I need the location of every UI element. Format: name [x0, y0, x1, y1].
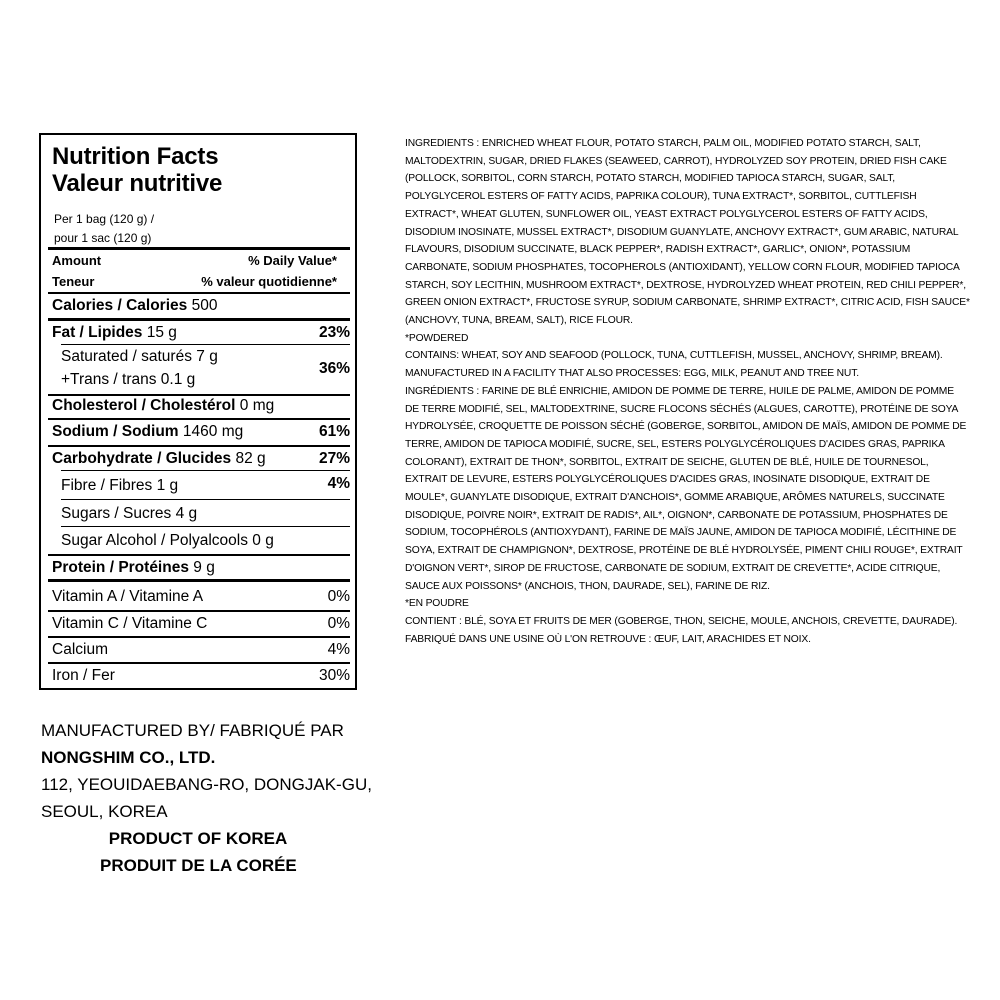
divider [48, 445, 350, 447]
calcium-label: Calcium [52, 641, 108, 658]
origin-en: PRODUCT OF KOREA [108, 829, 288, 848]
iron-dv: 30% [318, 667, 350, 684]
fibre-label: Fibre / Fibres 1 g [61, 477, 179, 494]
divider [61, 344, 350, 345]
divider-thick [48, 579, 350, 582]
serving-size-fr: pour 1 sac (120 g) [54, 231, 152, 245]
fat-value: 15 g [146, 324, 177, 341]
carbohydrate-value: 82 g [235, 450, 266, 467]
powdered-note-en: *POWDERED [405, 332, 469, 344]
amount-header-fr: Teneur [52, 274, 95, 289]
cholesterol-label: Cholesterol / Cholestérol [52, 397, 236, 414]
serving-size [54, 210, 154, 248]
manufactured-by: MANUFACTURED BY/ FABRIQUÉ PAR [41, 721, 344, 740]
vitamin-a-dv: 0% [327, 588, 350, 605]
sugars-label: Sugars / Sucres 4 g [61, 505, 198, 522]
nutrition-facts-panel [39, 133, 357, 690]
fat-row [52, 324, 177, 342]
country-of-origin [100, 825, 296, 879]
serving-size-en: Per 1 bag (120 g) / [54, 212, 155, 226]
calories-label: Calories / Calories [52, 297, 188, 314]
saturated-trans-dv: 36% [318, 360, 350, 377]
divider [48, 662, 350, 664]
cholesterol-row [52, 397, 274, 415]
cholesterol-value: 0 mg [239, 397, 275, 414]
dv-header-fr: % valeur quotidienne* [201, 274, 337, 289]
company-name: NONGSHIM CO., LTD. [41, 748, 216, 767]
iron-label: Iron / Fer [52, 667, 115, 684]
vitamin-a-label: Vitamin A / Vitamine A [52, 588, 204, 605]
divider-thick [48, 318, 350, 321]
divider [48, 292, 350, 294]
sugar-alcohol-label: Sugar Alcohol / Polyalcools 0 g [61, 532, 274, 549]
calories-value: 500 [191, 297, 218, 314]
carbohydrate-row [52, 450, 266, 468]
ingredients-en: INGREDIENTS : ENRICHED WHEAT FLOUR, POTATO STARCH, PALM OIL, MODIFIED POTATO STARCH, SALT, MALTODEXTRIN, SUGAR, DRIED FLAKES (SEAWEED, CARROT), HYDROLYZED SOY PROTEIN, DRIED FISH CAKE (POLLOCK, SORBITOL, CORN STARCH, POTATO STARCH, MODIFIED TAPIOCA STARCH, SUGAR, SALT, POLYGLYCEROL ESTERS OF FATTY ACIDS, PAPRIKA COLOUR), TUNA EXTRACT*, SORBITOL, CUTTLEFISH EXTRACT*, WHEAT GLUTEN, SUNFLOWER OIL, YEAST EXTRACT POLYGLYCEROL ESTERS OF FATTY ACIDS, DISODIUM INOSINATE, MUSSEL EXTRACT*, DISODIUM GUANYLATE, ANCHOVY EXTRACT*, GUM ARABIC, NATURAL FLAVOURS, DISODIUM SUCCINATE, BLACK PEPPER*, RADISH EXTRACT*, GARLIC*, ONION*, POTASSIUM CARBONATE, SODIUM PHOSPHATES, TOCOPHEROLS (ANTIOXIDANT), YELLOW CORN FLOUR, MODIFIED TAPIOCA STARCH, SOY LECITHIN, MUSHROOM EXTRACT*, DEXTROSE, HYDROLYZED WHEAT PROTEIN, RED CHILI PEPPER*, GREEN ONION EXTRACT*, FRUCTOSE SYRUP, SODIUM CARBONATE, SHRIMP EXTRACT*, CITRIC ACID, FISH SAUCE* (ANCHOVY, TUNA, BREAM, SALT), RICE FLOUR. [405, 138, 970, 327]
address-line-1: 112, YEOUIDAEBANG-RO, DONGJAK-GU, [41, 775, 372, 794]
amount-header-en: Amount [52, 253, 102, 268]
vitamin-c-label: Vitamin C / Vitamine C [52, 615, 208, 632]
facility-note-en: MANUFACTURED IN A FACILITY THAT ALSO PROCESSES: EGG, MILK, PEANUT AND TREE NUT. [405, 368, 859, 380]
protein-value: 9 g [193, 559, 215, 576]
contains-en: CONTAINS: WHEAT, SOY AND SEAFOOD (POLLOCK, TUNA, CUTTLEFISH, MUSSEL, ANCHOVY, SHRIMP, BREAM). [405, 350, 943, 362]
saturated-label: Saturated / saturés 7 g [61, 348, 218, 365]
nutrition-title-en: Nutrition Facts [52, 143, 219, 170]
divider [61, 526, 350, 527]
sodium-value: 1460 mg [182, 423, 244, 440]
carbohydrate-label: Carbohydrate / Glucides [52, 450, 232, 467]
powdered-note-fr: *EN POUDRE [405, 598, 469, 610]
contains-fr: CONTIENT : BLÉ, SOYA ET FRUITS DE MER (GOBERGE, THON, SEICHE, MOULE, ANCHOIS, CREVETTE, DAURADE). [405, 615, 958, 627]
address-line-2: SEOUL, KOREA [41, 802, 168, 821]
divider-thick [48, 247, 350, 250]
sodium-dv: 61% [318, 423, 350, 440]
calories-row [52, 297, 217, 315]
calcium-dv: 4% [327, 641, 350, 658]
ingredients-fr: INGRÉDIENTS : FARINE DE BLÉ ENRICHIE, AMIDON DE POMME DE TERRE, HUILE DE PALME, AMIDON DE POMME DE TERRE MODIFIÉ, SEL, MALTODEXTRINE, SUCRE FLOCONS SÉCHÉS (ALGUES, CAROTTE), PROTÉINE DE SOYA HYDROLYSÉE, CROQUETTE DE POISSON SÉCHÉ (GOBERGE, SORBITOL, AMIDON DE MAÏS, AMIDON DE POMME DE TERRE, AMIDON DE TAPIOCA MODIFIÉ, SUCRE, SEL, ESTERS POLYGLYCÉROLIQUES D'ACIDES GRAS, PAPRIKA COLORANT), EXTRAIT DE THON*, SORBITOL, EXTRAIT DE SEICHE, GLUTEN DE BLÉ, HUILE DE TOURNESOL, EXTRAIT DE LEVURE, ESTERS POLYGLYCÉROLIQUES D'ACIDES GRAS, INOSINATE DISODIQUE, EXTRAIT DE MOULE*, GUANYLATE DISODIQUE, EXTRAIT D'ANCHOIS*, GOMME ARABIQUE, ARÔMES NATURELS, SUCCINATE DISODIQUE, POIVRE NOIR*, EXTRAIT DE RADIS*, AIL*, OIGNON*, CARBONATE DE POTASSIUM, PHOSPHATES DE SODIUM, TOCOPHÉROLS (ANTIOXYDANT), FARINE DE MAÏS JAUNE, AMIDON DE TAPIOCA MODIFIÉ, LÉCITHINE DE SOYA, EXTRAIT DE CHAMPIGNON*, DEXTROSE, PROTÉINE DE BLÉ HYDROLYSÉE, PIMENT CHILI ROUGE*, EXTRAIT D'OIGNON VERT*, SIROP DE FRUCTOSE, CARBONATE DE SODIUM, EXTRAIT DE CREVETTE*, ACIDE CITRIQUE, SAUCE AUX POISSONS* (ANCHOIS, THON, DAURADE, SEL), FARINE DE RIZ. [405, 385, 967, 592]
protein-label: Protein / Protéines [52, 559, 189, 576]
divider [61, 499, 350, 500]
vitamin-c-dv: 0% [327, 615, 350, 632]
sodium-label: Sodium / Sodium [52, 423, 179, 440]
nutrition-title [52, 143, 222, 197]
origin-fr: PRODUIT DE LA CORÉE [100, 856, 297, 875]
ingredients-block [405, 135, 970, 648]
facility-note-fr: FABRIQUÉ DANS UNE USINE OÙ L'ON RETROUVE : ŒUF, LAIT, ARACHIDES ET NOIX. [405, 633, 811, 645]
fibre-dv: 4% [327, 475, 350, 492]
fat-dv: 23% [318, 324, 350, 341]
protein-row [52, 559, 215, 577]
divider [48, 394, 350, 396]
carbohydrate-dv: 27% [318, 450, 350, 467]
fat-label: Fat / Lipides [52, 324, 143, 341]
divider [48, 554, 350, 556]
dv-header-en: % Daily Value* [248, 253, 337, 268]
divider [48, 418, 350, 420]
nutrition-title-fr: Valeur nutritive [52, 170, 223, 197]
sodium-row [52, 423, 243, 441]
trans-label: +Trans / trans 0.1 g [61, 371, 196, 388]
divider [61, 470, 350, 471]
manufacturer-block [41, 717, 381, 825]
divider [48, 636, 350, 638]
divider [48, 610, 350, 612]
